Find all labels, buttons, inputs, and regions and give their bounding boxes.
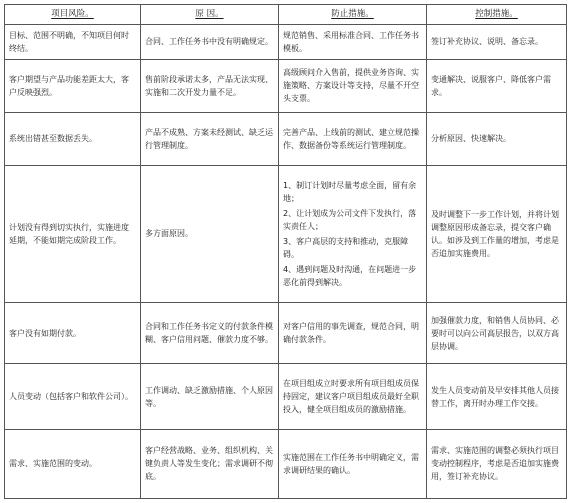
control-cell: 及时调整下一步工作计划，并将计划调整原因形成备忘录，提交客户确认。如涉及到工作量的增加，考虑是否追加实施费用。 <box>427 165 567 303</box>
header-control: 控制措施。 <box>427 5 567 25</box>
table-row <box>5 59 567 112</box>
cause-cell: 合同、工作任务书中没有明确规定。 <box>141 25 279 60</box>
table-row <box>5 303 567 364</box>
prevention-text: 高级顾问介入售前，提供业务咨询、实施策略、方案设计等支持，尽量不开空头支票。 <box>283 68 419 104</box>
prevention-cell <box>279 25 427 60</box>
control-cell: 发生人员变动前及早安排其他人员接替工作，离开时办理工作交接。 <box>427 364 567 429</box>
prevention-text: 对客户信用的事先调查，规范合同，明确付款条件。 <box>283 322 419 345</box>
prevention-cell <box>279 364 427 429</box>
cause-cell: 多方面原因。 <box>141 165 279 303</box>
risk-cell: 目标、范围不明确，不知项目何时终结。 <box>5 25 141 60</box>
table-row <box>5 364 567 429</box>
prevention-step: 1、制订计划时尽量考虑全面，留有余地； <box>283 180 417 203</box>
prevention-cell <box>279 165 427 303</box>
prevention-text: 实施范围在工作任务书中明确定义，需求调研结果的确认。 <box>283 452 419 475</box>
table-row <box>5 112 567 165</box>
risk-table <box>4 4 567 499</box>
prevention-step: 4、遇到问题及时沟通，在问题进一步恶化前得到解决。 <box>283 264 417 287</box>
table-row <box>5 165 567 303</box>
prevention-text: 完善产品、上线前的测试、建立规范操作、数据备份等系统运行管理制度。 <box>283 127 419 150</box>
control-cell: 变通解决、说服客户、降低客户需求。 <box>427 59 567 112</box>
header-prevention: 防止措施。 <box>279 5 427 25</box>
prevention-cell <box>279 112 427 165</box>
header-risk: 项目风险。 <box>5 5 141 25</box>
prevention-cell <box>279 59 427 112</box>
cause-cell: 售前阶段承诺太多，产品无法实现、实施和二次开发力量不足。 <box>141 59 279 112</box>
cause-cell: 产品不成熟、方案未经测试、缺乏运行管理制度。 <box>141 112 279 165</box>
table-row <box>5 429 567 498</box>
prevention-text: 规范销售、采用标准合同、工作任务书模板。 <box>283 30 419 53</box>
risk-cell: 客户没有如期付款。 <box>5 303 141 364</box>
risk-cell: 客户期望与产品功能差距太大，客户反映强烈。 <box>5 59 141 112</box>
risk-cell: 需求、实施范围的变动。 <box>5 429 141 498</box>
prevention-cell <box>279 303 427 364</box>
prevention-text: 在项目组成立时要求所有项目组成员保持固定，建议客户项目组成员最好全职投入，健全项目组成员的激励措施。 <box>283 379 419 415</box>
prevention-step: 3、客户高层的支持和推动，克服障碍。 <box>283 236 409 259</box>
cause-cell: 客户经营战略、业务、组织机构、关键负责人等发生变化；需求调研不彻底。 <box>141 429 279 498</box>
control-cell: 加强催款力度，和销售人员协同、必要时可以向公司高层报告，以双方高层协调。 <box>427 303 567 364</box>
prevention-step: 2、让计划成为公司文件下发执行，落实责任人； <box>283 208 417 231</box>
header-row <box>5 5 567 25</box>
risk-cell: 人员变动（包括客户和软件公司）。 <box>5 364 141 429</box>
control-cell: 签订补充协议、说明、备忘录。 <box>427 25 567 60</box>
risk-cell: 计划没有得到切实执行，实施进度延期，不能如期完成阶段工作。 <box>5 165 141 303</box>
risk-cell: 系统出错甚至数据丢失。 <box>5 112 141 165</box>
control-cell: 需求、实施范围的调整必须执行项目变动控制程序，考虑是否追加实施费用，签订补充协议。 <box>427 429 567 498</box>
prevention-cell <box>279 429 427 498</box>
cause-cell: 工作调动、缺乏激励措施、个人原因等。 <box>141 364 279 429</box>
control-cell: 分析原因、快速解决。 <box>427 112 567 165</box>
table-row <box>5 25 567 60</box>
header-cause: 原 因。 <box>141 5 279 25</box>
cause-cell: 合同和工作任务书定义的付款条件模糊、客户信用问题、催款力度不够。 <box>141 303 279 364</box>
